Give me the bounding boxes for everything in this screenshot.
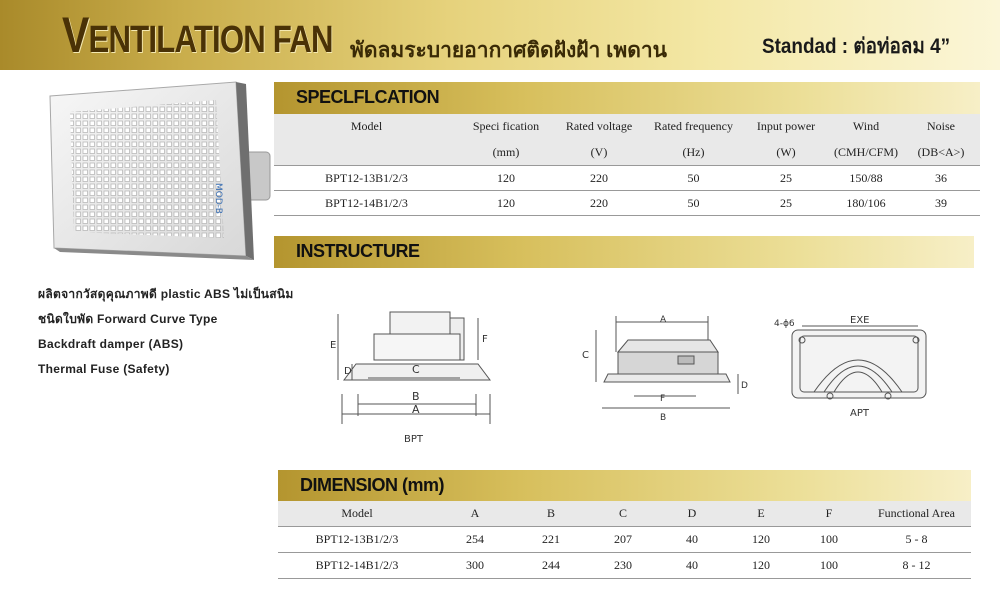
spec-header-cell: Speci fication: [459, 114, 553, 139]
dim-cell: BPT12-14B1/2/3: [278, 553, 436, 579]
dim-cell: 300: [436, 553, 514, 579]
dim-header-cell: Model: [278, 501, 436, 527]
spec-cell: 50: [645, 166, 742, 191]
side-dimension-diagram: [578, 312, 758, 424]
spec-header-cell: Wind: [830, 114, 902, 139]
standard-word: Standad: [762, 35, 837, 58]
list-item: ผลิตจากวัสดุคุณภาพดี plastic ABS ไม่เป็นสนิม: [38, 287, 294, 301]
spec-cell: BPT12-13B1/2/3: [274, 166, 459, 191]
dim-cell: 254: [436, 527, 514, 553]
dim-label-e: E: [330, 340, 337, 351]
dim-cell: 244: [514, 553, 588, 579]
spec-header-cell: Rated frequency: [645, 114, 742, 139]
dim-header-cell: C: [588, 501, 658, 527]
dim-label-b: B: [412, 390, 420, 403]
dim-header-cell: Functional Area: [862, 501, 971, 527]
title-initial: V: [62, 7, 89, 63]
dim-label-c: C: [412, 363, 420, 376]
spec-header-row: [274, 114, 980, 139]
spec-cell: 25: [742, 191, 830, 216]
spec-unit-row: [274, 139, 980, 166]
spec-unit-cell: (Hz): [645, 139, 742, 166]
list-item: ชนิดใบพัด Forward Curve Type: [38, 312, 218, 326]
instructure-section-bar: [274, 236, 974, 268]
table-row: [278, 527, 971, 553]
spec-cell: 120: [459, 191, 553, 216]
spec-header-cell: Noise: [902, 114, 980, 139]
spec-unit-cell: (W): [742, 139, 830, 166]
spec-cell: 25: [742, 166, 830, 191]
side-label-d: D: [741, 381, 748, 391]
dim-header-cell: B: [514, 501, 588, 527]
apt-caption: APT: [850, 408, 869, 419]
dim-cell: 120: [726, 553, 796, 579]
spec-header-cell: Input power: [742, 114, 830, 139]
dim-cell: 40: [658, 553, 726, 579]
apt-exe-label: EXE: [850, 315, 870, 326]
page-title: [62, 6, 333, 64]
title-rest: ENTILATION FAN: [88, 19, 333, 61]
dim-cell: 120: [726, 527, 796, 553]
list-item: Thermal Fuse (Safety): [38, 362, 170, 376]
apt-holes-label: 4-ϕ6: [774, 319, 795, 329]
dim-label-a: A: [412, 403, 420, 416]
side-label-b: B: [660, 413, 667, 423]
dim-label-d: D: [344, 366, 352, 377]
dim-cell: BPT12-13B1/2/3: [278, 527, 436, 553]
dim-header-cell: E: [726, 501, 796, 527]
spec-unit-cell: (mm): [459, 139, 553, 166]
spec-cell: 39: [902, 191, 980, 216]
spec-section-title: SPECLFLCATION: [296, 87, 440, 107]
side-label-c: C: [582, 350, 589, 361]
dim-cell: 8 - 12: [862, 553, 971, 579]
standard-label: [762, 30, 950, 63]
dim-label-f: F: [482, 334, 488, 345]
dim-cell: 40: [658, 527, 726, 553]
spec-cell: 120: [459, 166, 553, 191]
table-row: [274, 166, 980, 191]
table-row: [278, 553, 971, 579]
spec-header-cell: Rated voltage: [553, 114, 645, 139]
dim-cell: 100: [796, 553, 862, 579]
spec-unit-cell: [274, 139, 459, 166]
dimension-section-title: DIMENSION (mm): [300, 475, 445, 495]
spec-cell: 50: [645, 191, 742, 216]
spec-cell: 220: [553, 166, 645, 191]
bpt-dimension-diagram: [328, 300, 504, 450]
side-label-f: F: [660, 394, 666, 404]
dim-cell: 221: [514, 527, 588, 553]
spec-unit-cell: (CMH/CFM): [830, 139, 902, 166]
ventilation-fan-image: [40, 78, 272, 274]
dimension-section-bar: [278, 470, 971, 502]
side-label-a: A: [660, 315, 667, 325]
dim-header-cell: A: [436, 501, 514, 527]
feature-list: [38, 282, 294, 382]
spec-table: [274, 114, 980, 216]
spec-section-bar: [274, 82, 980, 114]
dim-header-row: [278, 501, 971, 527]
dim-header-cell: F: [796, 501, 862, 527]
spec-cell: 220: [553, 191, 645, 216]
spec-cell: 150/88: [830, 166, 902, 191]
spec-unit-cell: (V): [553, 139, 645, 166]
brand-text: MOD-B: [213, 183, 223, 214]
spec-cell: 180/106: [830, 191, 902, 216]
spec-header-cell: Model: [274, 114, 459, 139]
thai-title: พัดลมระบายอากาศติดฝังฝ้า เพดาน: [350, 39, 667, 62]
apt-dimension-diagram: [770, 312, 934, 422]
spec-unit-cell: (DB<A>): [902, 139, 980, 166]
instructure-section-title: INSTRUCTURE: [296, 241, 420, 261]
header-band: [0, 0, 1000, 70]
dimension-table: [278, 501, 971, 579]
dim-cell: 230: [588, 553, 658, 579]
dim-cell: 100: [796, 527, 862, 553]
standard-rest: : ต่อท่อลม 4”: [836, 35, 951, 58]
table-row: [274, 191, 980, 216]
list-item: Backdraft damper (ABS): [38, 337, 184, 351]
spec-cell: 36: [902, 166, 980, 191]
dim-cell: 5 - 8: [862, 527, 971, 553]
bpt-caption: BPT: [404, 434, 423, 445]
dim-cell: 207: [588, 527, 658, 553]
spec-cell: BPT12-14B1/2/3: [274, 191, 459, 216]
dim-header-cell: D: [658, 501, 726, 527]
